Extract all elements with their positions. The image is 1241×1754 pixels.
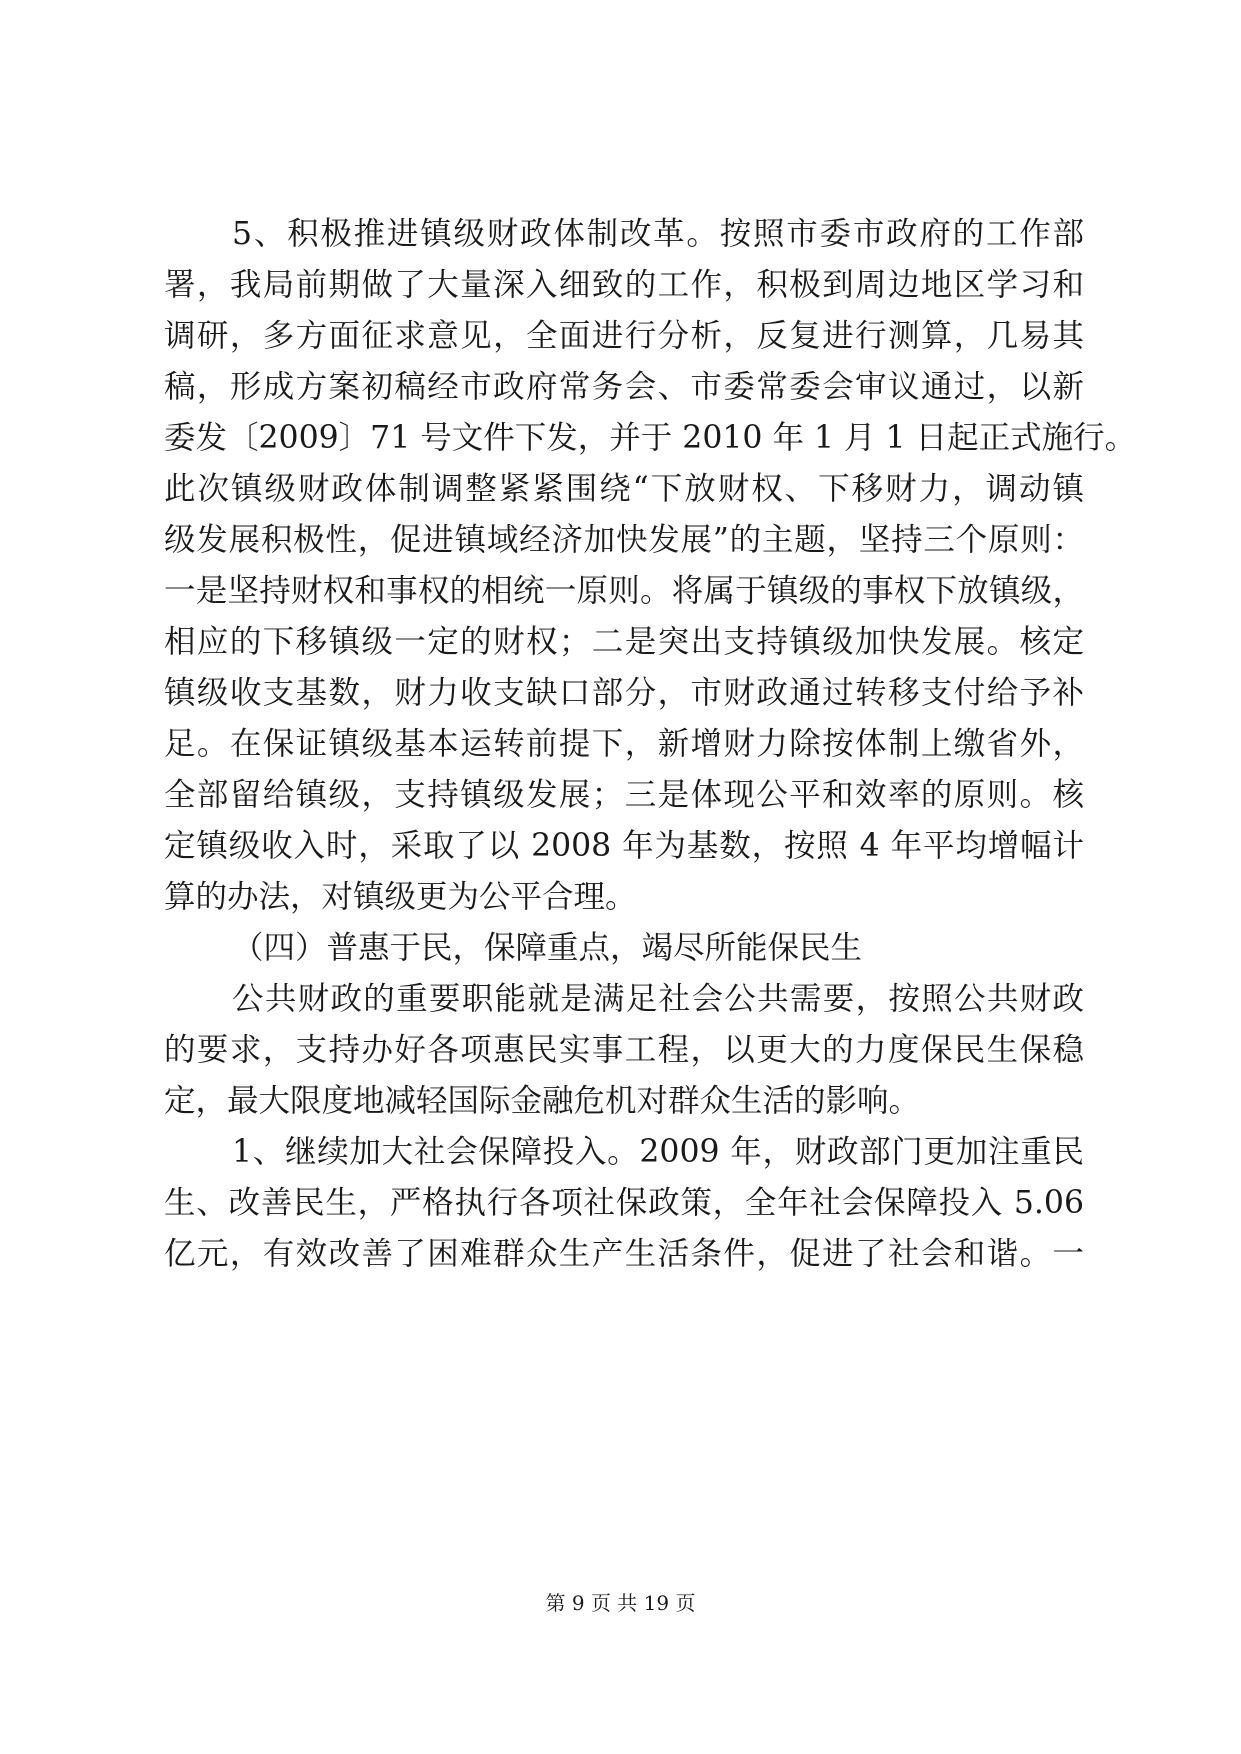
para-line: 的要求，支持办好各项惠民实事工程，以更大的力度保民生保稳: [164, 1032, 1084, 1068]
para-line: 定，最大限度地减轻国际金融危机对群众生活的影响。: [164, 1083, 921, 1119]
para-line: 相应的下移镇级一定的财权；二是突出支持镇级加快发展。核定: [164, 624, 1084, 660]
para-line: 级发展积极性，促进镇域经济加快发展”的主题，坚持三个原则：: [164, 522, 1084, 558]
section-heading: （四）普惠于民，保障重点，竭尽所能保民生: [232, 930, 863, 966]
para-line: 5、积极推进镇级财政体制改革。按照市委市政府的工作部: [232, 216, 1084, 252]
para-line: 稿，形成方案初稿经市政府常务会、市委常委会审议通过，以新: [164, 369, 1084, 405]
para-line: 此次镇级财政体制调整紧紧围绕“下放财权、下移财力，调动镇: [164, 471, 1084, 507]
para-line: 全部留给镇级，支持镇级发展；三是体现公平和效率的原则。核: [164, 777, 1084, 813]
para-line: 1、继续加大社会保障投入。2009 年，财政部门更加注重民: [232, 1134, 1084, 1170]
para-line: 算的办法，对镇级更为公平合理。: [164, 879, 637, 915]
para-line: 镇级收支基数，财力收支缺口部分，市财政通过转移支付给予补: [164, 675, 1084, 711]
page-footer: 第 9 页 共 19 页: [545, 1591, 696, 1615]
para-line: 定镇级收入时，采取了以 2008 年为基数，按照 4 年平均增幅计: [164, 828, 1084, 864]
para-line: 委发〔2009〕71 号文件下发，并于 2010 年 1 月 1 日起正式施行。: [164, 420, 1137, 456]
para-line: 署，我局前期做了大量深入细致的工作，积极到周边地区学习和: [164, 267, 1084, 303]
para-line: 亿元，有效改善了困难群众生产生活条件，促进了社会和谐。一: [164, 1236, 1084, 1272]
para-line: 足。在保证镇级基本运转前提下，新增财力除按体制上缴省外，: [164, 726, 1084, 762]
para-line: 一是坚持财权和事权的相统一原则。将属于镇级的事权下放镇级，: [164, 573, 1084, 609]
para-line: 生、改善民生，严格执行各项社保政策，全年社会保障投入 5.06: [164, 1185, 1084, 1221]
para-line: 公共财政的重要职能就是满足社会公共需要，按照公共财政: [232, 981, 1084, 1017]
para-line: 调研，多方面征求意见，全面进行分析，反复进行测算，几易其: [164, 318, 1084, 354]
